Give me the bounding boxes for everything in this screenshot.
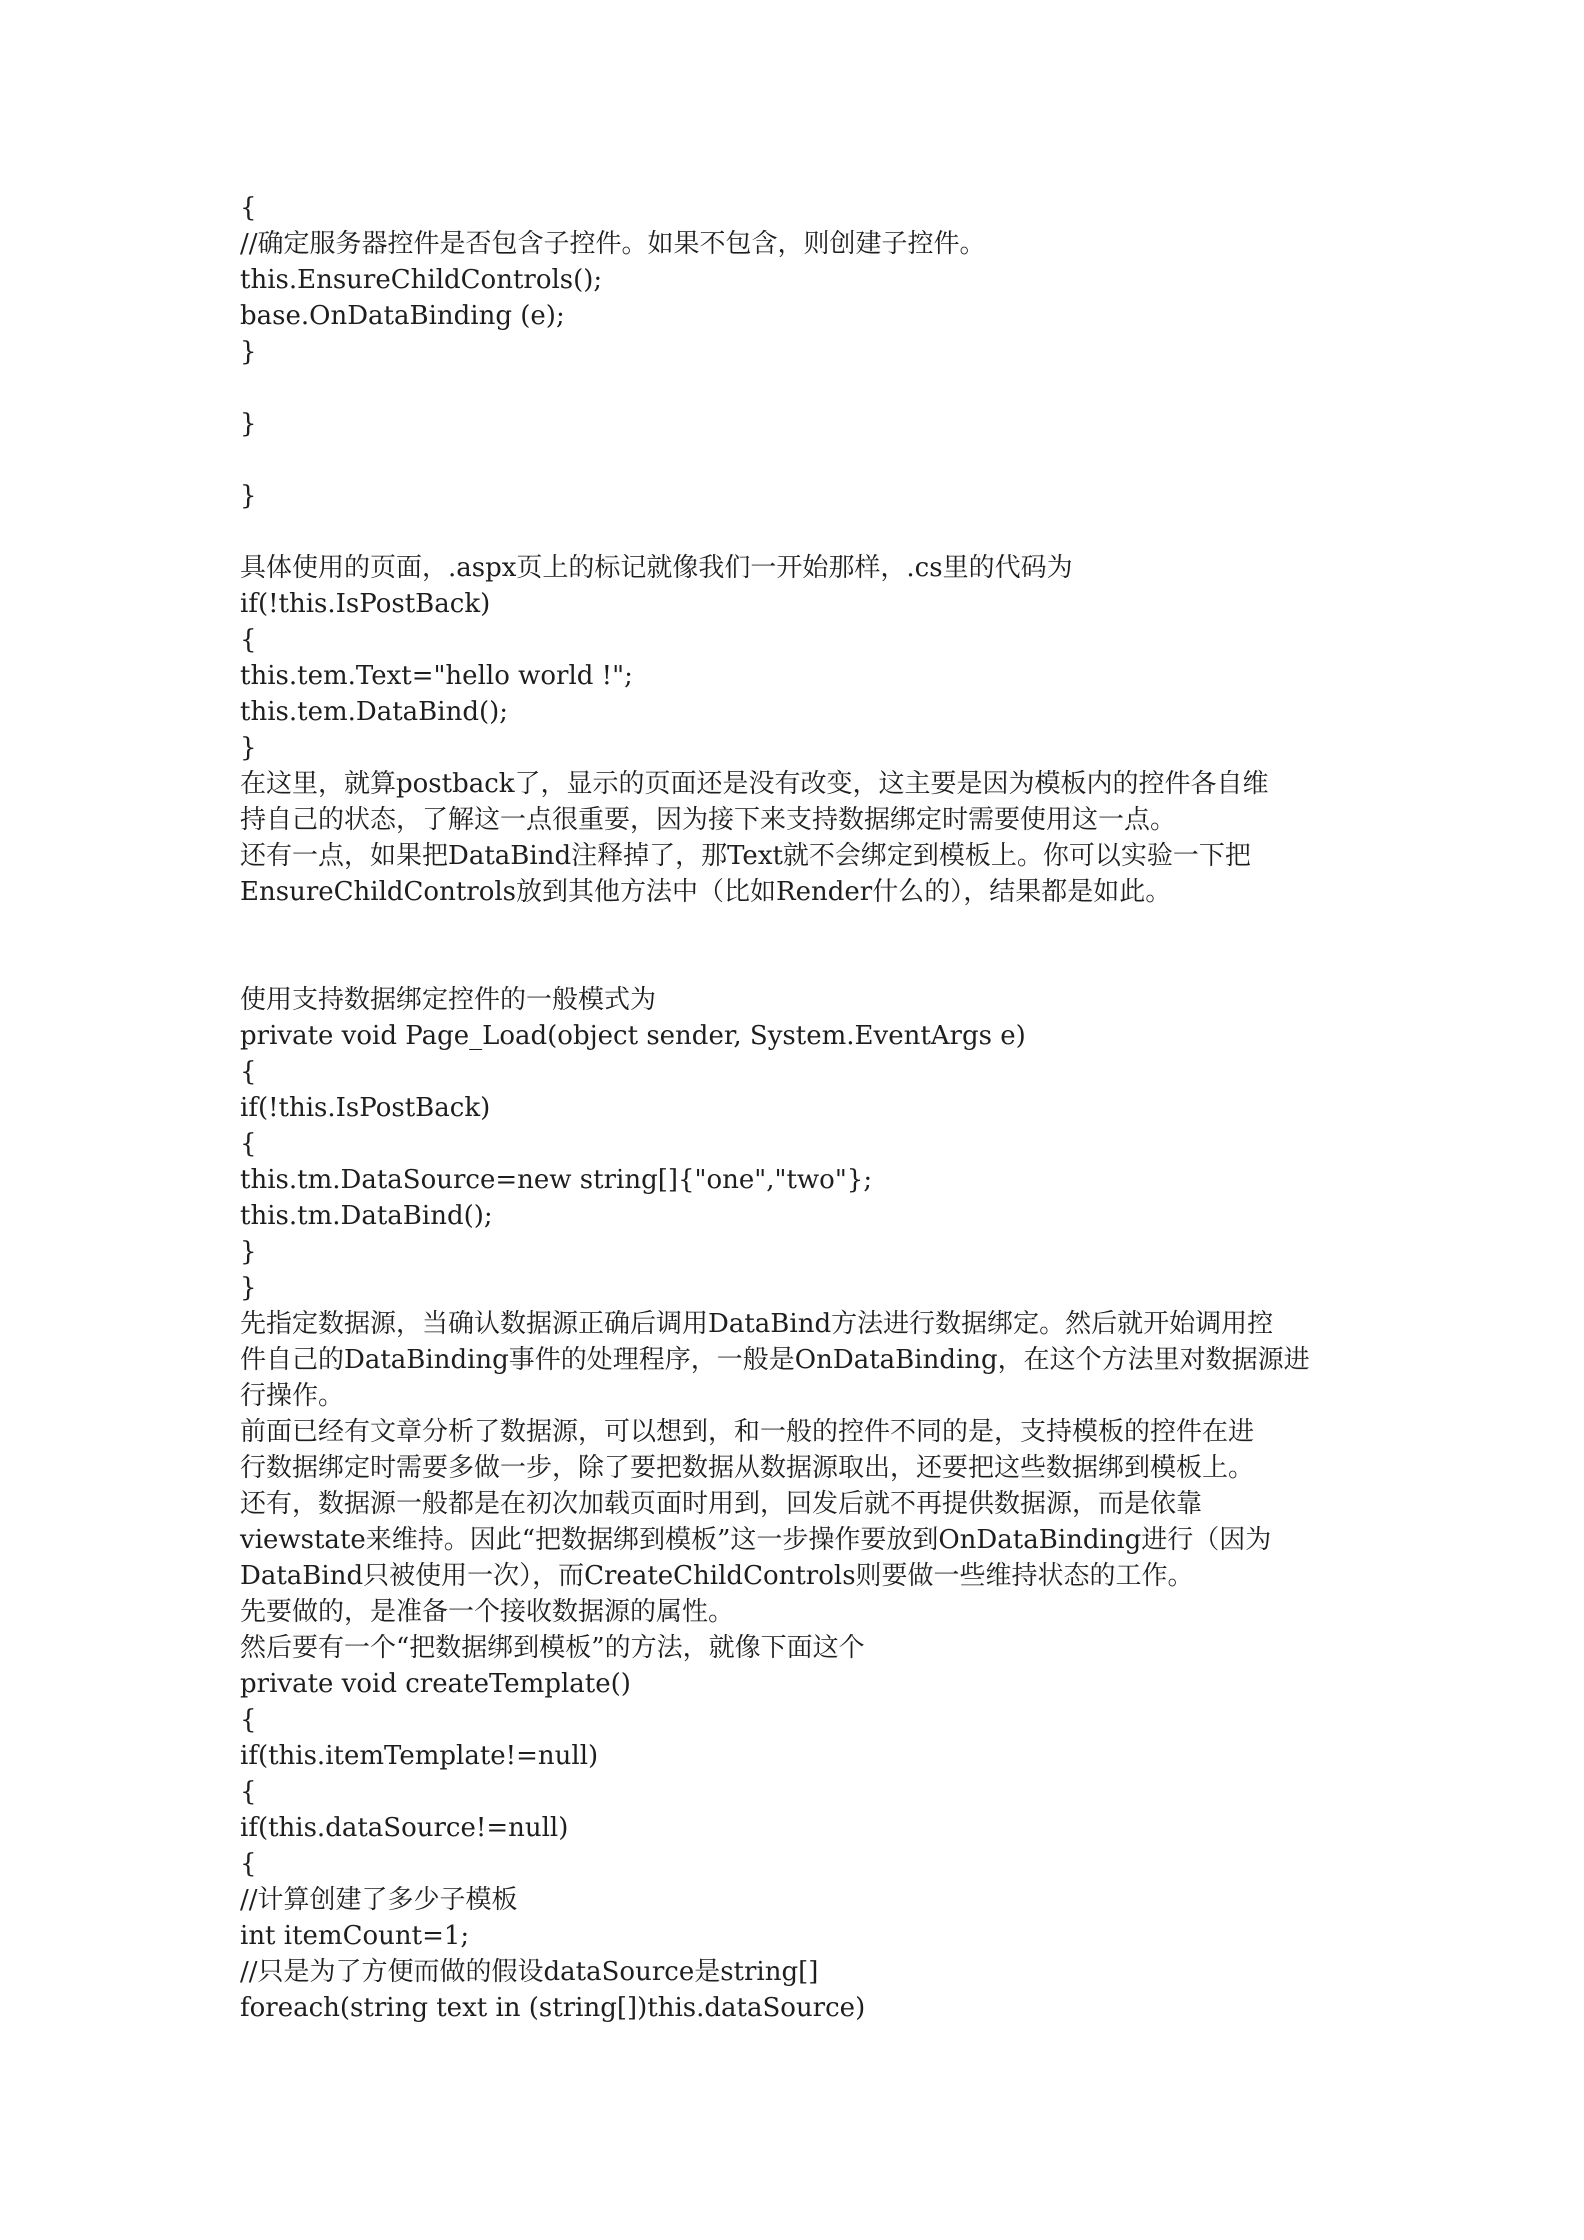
text-line: this.tem.Text="hello world !";	[240, 661, 633, 691]
text-line: viewstate来维持。因此“把数据绑到模板”这一步操作要放到OnDataBinding进行（因为	[240, 1525, 1272, 1555]
text-line: 具体使用的页面，.aspx页上的标记就像我们一开始那样，.cs里的代码为	[240, 553, 1073, 583]
text-line: //确定服务器控件是否包含子控件。如果不包含，则创建子控件。	[240, 229, 986, 259]
text-line: this.tm.DataBind();	[240, 1201, 493, 1231]
text-line: }	[240, 409, 257, 439]
blank-line	[240, 370, 1360, 406]
text-line: {	[240, 1129, 257, 1159]
text-line: EnsureChildControls放到其他方法中（比如Render什么的），结果都是如此。	[240, 877, 1172, 907]
text-line: 行操作。	[240, 1381, 345, 1411]
text-line: if(!this.IsPostBack)	[240, 589, 491, 619]
text-line: {	[240, 193, 257, 223]
text-line: 行数据绑定时需要多做一步，除了要把数据从数据源取出，还要把这些数据绑到模板上。	[240, 1453, 1255, 1483]
text-line: 然后要有一个“把数据绑到模板”的方法，就像下面这个	[240, 1633, 865, 1663]
text-line: this.tem.DataBind();	[240, 697, 509, 727]
text-line: if(this.itemTemplate!=null)	[240, 1741, 599, 1771]
text-line: private void Page_Load(object sender, System.EventArgs e)	[240, 1021, 1026, 1051]
text-line: {	[240, 1705, 257, 1735]
text-line: {	[240, 1057, 257, 1087]
text-line: //只是为了方便而做的假设dataSource是string[]	[240, 1957, 819, 1987]
text-line: DataBind只被使用一次），而CreateChildControls则要做一些维持状态的工作。	[240, 1561, 1194, 1591]
text-line: if(this.dataSource!=null)	[240, 1813, 569, 1843]
text-line: //计算创建了多少子模板	[240, 1885, 518, 1915]
text-line: if(!this.IsPostBack)	[240, 1093, 491, 1123]
text-line: 持自己的状态，了解这一点很重要，因为接下来支持数据绑定时需要使用这一点。	[240, 805, 1177, 835]
text-line: private void createTemplate()	[240, 1669, 631, 1699]
blank-line	[240, 442, 1360, 478]
text-line: this.EnsureChildControls();	[240, 265, 603, 295]
text-line: }	[240, 481, 257, 511]
text-line: 在这里，就算postback了，显示的页面还是没有改变，这主要是因为模板内的控件各自维	[240, 769, 1269, 799]
text-line: 先要做的，是准备一个接收数据源的属性。	[240, 1597, 735, 1627]
blank-line	[240, 946, 1360, 982]
text-line: this.tm.DataSource=new string[]{"one","two"};	[240, 1165, 873, 1195]
text-line: }	[240, 1237, 257, 1267]
text-line: 使用支持数据绑定控件的一般模式为	[240, 985, 657, 1015]
text-line: {	[240, 1849, 257, 1879]
text-line: 还有一点，如果把DataBind注释掉了，那Text就不会绑定到模板上。你可以实验一下把	[240, 841, 1251, 871]
text-line: foreach(string text in (string[])this.dataSource)	[240, 1993, 866, 2023]
text-line: base.OnDataBinding (e);	[240, 301, 565, 331]
text-line: }	[240, 733, 257, 763]
document-body	[240, 190, 1360, 2026]
text-line: 前面已经有文章分析了数据源，可以想到，和一般的控件不同的是，支持模板的控件在进	[240, 1417, 1255, 1447]
blank-line	[240, 514, 1360, 550]
text-line: }	[240, 337, 257, 367]
text-line: {	[240, 1777, 257, 1807]
text-line: 先指定数据源，当确认数据源正确后调用DataBind方法进行数据绑定。然后就开始调用控	[240, 1309, 1274, 1339]
text-line: 件自己的DataBinding事件的处理程序，一般是OnDataBinding，在这个方法里对数据源进	[240, 1345, 1310, 1375]
text-line: int itemCount=1;	[240, 1921, 470, 1951]
text-line: }	[240, 1273, 257, 1303]
text-line: 还有，数据源一般都是在初次加载页面时用到，回发后就不再提供数据源，而是依靠	[240, 1489, 1203, 1519]
text-line: {	[240, 625, 257, 655]
blank-line	[240, 910, 1360, 946]
